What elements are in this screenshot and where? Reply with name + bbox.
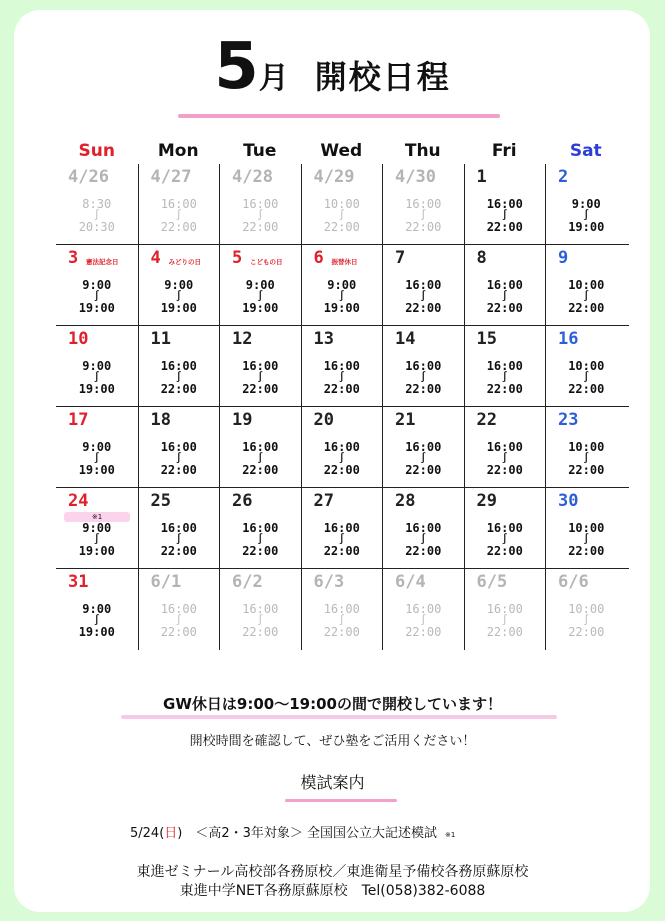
calendar-day	[301, 326, 383, 406]
tilde-icon: ∫	[501, 291, 508, 302]
exam-mark: ※1	[64, 512, 130, 522]
close-time: 22:00	[486, 625, 523, 639]
open-hours	[546, 198, 627, 234]
tilde-icon: ∫	[420, 453, 427, 464]
open-time: 16:00	[160, 197, 197, 211]
open-hours	[546, 360, 627, 396]
day-number: 8	[476, 248, 487, 268]
calendar-week	[56, 164, 629, 245]
calendar-day	[56, 245, 138, 325]
open-hours	[220, 603, 301, 639]
day-number: 21	[395, 410, 416, 430]
tilde-icon: ∫	[175, 210, 182, 221]
tilde-icon: ∫	[257, 210, 264, 221]
tilde-icon: ∫	[338, 291, 345, 302]
day-number: 28	[395, 491, 416, 511]
weekday-label: Wed	[320, 141, 363, 161]
close-time: 22:00	[242, 544, 279, 558]
calendar-day	[545, 569, 627, 650]
day-number: 10	[68, 329, 89, 349]
day-number: 6/2	[232, 572, 263, 592]
day-number: 6	[313, 248, 324, 268]
tilde-icon: ∫	[420, 534, 427, 545]
tilde-icon: ∫	[93, 372, 100, 383]
calendar-day	[138, 245, 220, 325]
close-time: 22:00	[568, 463, 605, 477]
calendar-week	[56, 326, 629, 407]
weekday-label: Mon	[157, 141, 199, 161]
footer-schools: 東進ゼミナール高校部各務原校／東進衛星予備校各務原蘇原校	[136, 864, 529, 880]
open-hours	[546, 441, 627, 477]
close-time: 22:00	[242, 220, 279, 234]
day-number: 4/29	[313, 167, 355, 187]
weekday-label: Thu	[404, 141, 441, 161]
day-number: 3	[68, 248, 79, 268]
open-hours	[56, 441, 138, 477]
calendar-day	[219, 488, 301, 568]
holiday-name: 憲法記念日	[86, 258, 119, 266]
close-time: 22:00	[242, 625, 279, 639]
calendar-day	[301, 569, 383, 650]
tilde-icon: ∫	[175, 453, 182, 464]
open-time: 10:00	[568, 440, 605, 454]
exam-info	[130, 822, 455, 841]
close-time: 20:30	[78, 220, 115, 234]
calendar-day	[219, 407, 301, 487]
open-time: 16:00	[323, 359, 360, 373]
calendar-day	[464, 245, 546, 325]
calendar-day	[301, 407, 383, 487]
close-time: 19:00	[323, 301, 360, 315]
day-number: 7	[395, 248, 406, 268]
close-time: 19:00	[242, 301, 279, 315]
open-time: 16:00	[323, 602, 360, 616]
tilde-icon: ∫	[501, 453, 508, 464]
open-time: 16:00	[405, 521, 442, 535]
close-time: 22:00	[405, 625, 442, 639]
close-time: 22:00	[568, 301, 605, 315]
day-number: 11	[150, 329, 171, 349]
tilde-icon: ∫	[338, 210, 345, 221]
calendar-day	[545, 326, 627, 406]
day-number: 9	[558, 248, 569, 268]
exam-day: 日	[164, 826, 178, 841]
calendar-day	[219, 569, 301, 650]
open-hours	[220, 279, 301, 315]
open-time: 16:00	[160, 602, 197, 616]
open-hours	[302, 360, 383, 396]
open-time: 16:00	[405, 440, 442, 454]
calendar-day	[219, 326, 301, 406]
calendar-week	[56, 569, 629, 650]
open-hours	[220, 441, 301, 477]
day-number: 1	[476, 167, 487, 187]
day-number: 29	[476, 491, 497, 511]
open-hours	[139, 522, 220, 558]
close-time: 22:00	[323, 382, 360, 396]
open-hours	[546, 603, 627, 639]
tilde-icon: ∫	[501, 210, 508, 221]
open-time: 9:00	[327, 278, 357, 292]
calendar-day	[545, 164, 627, 244]
open-hours	[465, 522, 546, 558]
open-time: 16:00	[160, 359, 197, 373]
close-time: 22:00	[323, 463, 360, 477]
close-time: 19:00	[160, 301, 197, 315]
day-number: 14	[395, 329, 416, 349]
open-time: 10:00	[568, 359, 605, 373]
footer-contact: 東進中学NET各務原蘇原校 Tel(058)382-6088	[179, 883, 486, 899]
page-title	[0, 30, 665, 104]
close-time: 22:00	[405, 220, 442, 234]
calendar-day	[464, 164, 546, 244]
open-hours	[465, 441, 546, 477]
tilde-icon: ∫	[501, 534, 508, 545]
tilde-icon: ∫	[501, 372, 508, 383]
close-time: 22:00	[486, 544, 523, 558]
open-time: 16:00	[486, 602, 523, 616]
calendar-day	[138, 488, 220, 568]
calendar-day	[301, 488, 383, 568]
tilde-icon: ∫	[175, 291, 182, 302]
confirm-text: 開校時間を確認して、ぜひ塾をご活用ください！	[189, 734, 476, 749]
day-number: 27	[313, 491, 334, 511]
open-time: 9:00	[82, 521, 112, 535]
calendar-day	[545, 407, 627, 487]
calendar-weeks	[56, 164, 629, 650]
day-number: 4	[150, 248, 161, 268]
day-number: 12	[232, 329, 253, 349]
calendar-day	[382, 569, 464, 650]
open-hours	[56, 603, 138, 639]
tilde-icon: ∫	[93, 534, 100, 545]
open-hours	[302, 441, 383, 477]
calendar-week	[56, 407, 629, 488]
open-time: 16:00	[242, 521, 279, 535]
calendar-day	[382, 164, 464, 244]
open-time: 10:00	[568, 278, 605, 292]
day-number: 6/1	[150, 572, 182, 592]
footer	[0, 863, 665, 901]
close-time: 22:00	[242, 463, 279, 477]
open-time: 16:00	[405, 359, 442, 373]
day-number: 23	[558, 410, 579, 430]
open-hours	[546, 522, 627, 558]
calendar-day	[464, 407, 546, 487]
close-time: 22:00	[486, 301, 523, 315]
calendar-day	[138, 569, 220, 650]
tilde-icon: ∫	[93, 615, 100, 626]
holiday-name: みどりの日	[168, 258, 201, 266]
open-hours	[302, 603, 383, 639]
exam-underline	[285, 799, 397, 802]
title-month-char: 月	[258, 61, 289, 96]
open-hours	[383, 441, 464, 477]
day-number: 4/30	[395, 167, 436, 187]
tilde-icon: ∫	[257, 615, 264, 626]
open-time: 9:00	[82, 440, 112, 454]
day-number: 6/6	[558, 572, 589, 592]
tilde-icon: ∫	[583, 210, 590, 221]
tilde-icon: ∫	[420, 291, 427, 302]
day-number: 4/26	[68, 167, 109, 187]
gw-underline	[121, 715, 557, 719]
day-number: 31	[68, 572, 89, 592]
close-time: 22:00	[160, 544, 197, 558]
day-number: 4/28	[232, 167, 273, 187]
day-number: 25	[150, 491, 171, 511]
open-hours	[139, 441, 220, 477]
open-hours	[56, 279, 138, 315]
close-time: 22:00	[405, 301, 442, 315]
open-hours	[465, 360, 546, 396]
open-time: 16:00	[160, 440, 197, 454]
tilde-icon: ∫	[93, 453, 100, 464]
tilde-icon: ∫	[175, 372, 182, 383]
open-hours	[56, 360, 138, 396]
calendar-day	[56, 326, 138, 406]
open-time: 16:00	[486, 521, 523, 535]
tilde-icon: ∫	[420, 210, 427, 221]
close-time: 22:00	[323, 625, 360, 639]
calendar-day	[56, 569, 138, 650]
day-number: 4/27	[150, 167, 192, 187]
calendar	[56, 138, 629, 650]
calendar-day	[56, 407, 138, 487]
day-number: 30	[558, 491, 579, 511]
open-hours	[56, 198, 138, 234]
open-time: 16:00	[242, 602, 279, 616]
title-text: 開校日程	[314, 58, 451, 96]
open-hours	[139, 198, 220, 234]
day-number: 19	[232, 410, 253, 430]
open-hours	[139, 603, 220, 639]
open-time: 9:00	[164, 278, 194, 292]
tilde-icon: ∫	[93, 291, 100, 302]
calendar-day	[464, 488, 546, 568]
open-hours	[220, 522, 301, 558]
close-time: 19:00	[78, 544, 115, 558]
open-hours	[465, 279, 546, 315]
title-underline	[178, 114, 500, 118]
tilde-icon: ∫	[338, 372, 345, 383]
calendar-day	[301, 245, 383, 325]
calendar-day	[464, 326, 546, 406]
open-time: 9:00	[245, 278, 275, 292]
holiday-name: 振替休日	[331, 258, 358, 266]
calendar-day	[382, 326, 464, 406]
calendar-day	[56, 488, 138, 568]
tilde-icon: ∫	[257, 372, 264, 383]
close-time: 19:00	[568, 220, 605, 234]
open-time: 16:00	[323, 521, 360, 535]
day-number: 6/4	[395, 572, 426, 592]
close-time: 22:00	[242, 382, 279, 396]
calendar-week	[56, 488, 629, 569]
open-hours	[383, 360, 464, 396]
open-hours	[302, 279, 383, 315]
tilde-icon: ∫	[583, 372, 590, 383]
exam-title: 模試案内	[300, 773, 365, 792]
open-time: 16:00	[242, 440, 279, 454]
open-time: 16:00	[242, 197, 279, 211]
close-time: 22:00	[568, 625, 605, 639]
open-hours	[220, 198, 301, 234]
calendar-week	[56, 245, 629, 326]
open-hours	[465, 198, 546, 234]
exam-date-end: )	[177, 826, 183, 841]
close-time: 22:00	[160, 382, 197, 396]
calendar-day	[219, 164, 301, 244]
calendar-day	[56, 164, 138, 244]
close-time: 22:00	[568, 544, 605, 558]
calendar-day	[138, 164, 220, 244]
day-number: 5	[232, 248, 243, 268]
calendar-day	[545, 245, 627, 325]
open-time: 16:00	[486, 440, 523, 454]
tilde-icon: ∫	[338, 534, 345, 545]
close-time: 22:00	[486, 220, 523, 234]
close-time: 22:00	[486, 382, 523, 396]
weekday-label: Sat	[569, 141, 602, 161]
tilde-icon: ∫	[257, 291, 264, 302]
exam-note: ※1	[445, 831, 456, 839]
close-time: 22:00	[323, 544, 360, 558]
open-time: 16:00	[486, 278, 523, 292]
open-hours	[383, 522, 464, 558]
holiday-name: こどもの日	[250, 258, 283, 266]
day-number: 13	[313, 329, 334, 349]
calendar-day	[382, 407, 464, 487]
calendar-day	[382, 245, 464, 325]
tilde-icon: ∫	[338, 453, 345, 464]
open-time: 16:00	[486, 359, 523, 373]
day-number: 26	[232, 491, 253, 511]
close-time: 19:00	[78, 463, 115, 477]
weekday-label: Sun	[78, 141, 115, 161]
open-time: 16:00	[242, 359, 279, 373]
day-number: 17	[68, 410, 89, 430]
close-time: 19:00	[78, 301, 115, 315]
tilde-icon: ∫	[93, 210, 100, 221]
tilde-icon: ∫	[583, 534, 590, 545]
open-time: 10:00	[323, 197, 360, 211]
tilde-icon: ∫	[420, 372, 427, 383]
open-hours	[139, 279, 220, 315]
day-number: 16	[558, 329, 579, 349]
calendar-day	[138, 326, 220, 406]
close-time: 22:00	[405, 463, 442, 477]
calendar-day	[138, 407, 220, 487]
open-hours	[383, 198, 464, 234]
exam-text: ＜高2・3年対象＞ 全国国公立大記述模試	[182, 826, 438, 841]
close-time: 22:00	[568, 382, 605, 396]
open-time: 16:00	[405, 602, 442, 616]
day-number: 22	[476, 410, 497, 430]
open-time: 16:00	[405, 278, 442, 292]
tilde-icon: ∫	[257, 453, 264, 464]
tilde-icon: ∫	[338, 615, 345, 626]
title-month-number: 5	[214, 30, 259, 104]
open-hours	[302, 198, 383, 234]
day-number: 15	[476, 329, 497, 349]
open-time: 16:00	[405, 197, 442, 211]
open-hours	[56, 522, 138, 558]
close-time: 22:00	[486, 463, 523, 477]
open-time: 9:00	[82, 359, 112, 373]
tilde-icon: ∫	[175, 615, 182, 626]
open-hours	[302, 522, 383, 558]
open-hours	[220, 360, 301, 396]
weekday-header	[56, 138, 629, 164]
close-time: 22:00	[160, 625, 197, 639]
close-time: 22:00	[323, 220, 360, 234]
close-time: 19:00	[78, 382, 115, 396]
open-time: 8:30	[82, 197, 112, 211]
close-time: 19:00	[78, 625, 115, 639]
open-time: 16:00	[323, 440, 360, 454]
close-time: 22:00	[405, 382, 442, 396]
day-number: 6/5	[476, 572, 508, 592]
open-time: 9:00	[571, 197, 601, 211]
weekday-label: Fri	[491, 141, 517, 161]
open-time: 9:00	[82, 602, 112, 616]
tilde-icon: ∫	[420, 615, 427, 626]
calendar-day	[382, 488, 464, 568]
open-hours	[139, 360, 220, 396]
tilde-icon: ∫	[583, 291, 590, 302]
tilde-icon: ∫	[501, 615, 508, 626]
open-hours	[383, 279, 464, 315]
day-number: 24	[68, 491, 89, 511]
gw-notice: GW休日は9:00～19:00の間で開校しています！	[163, 695, 502, 713]
calendar-day	[219, 245, 301, 325]
close-time: 22:00	[160, 463, 197, 477]
open-hours	[546, 279, 627, 315]
calendar-day	[301, 164, 383, 244]
day-number: 20	[313, 410, 334, 430]
exam-date: 5/24(	[130, 826, 165, 841]
day-number: 2	[558, 167, 569, 187]
open-time: 16:00	[160, 521, 197, 535]
close-time: 22:00	[405, 544, 442, 558]
open-time: 16:00	[486, 197, 523, 211]
tilde-icon: ∫	[583, 615, 590, 626]
close-time: 22:00	[160, 220, 197, 234]
tilde-icon: ∫	[175, 534, 182, 545]
open-hours	[383, 603, 464, 639]
open-time: 10:00	[568, 602, 605, 616]
open-time: 9:00	[82, 278, 112, 292]
tilde-icon: ∫	[257, 534, 264, 545]
day-number: 6/3	[313, 572, 345, 592]
open-hours	[465, 603, 546, 639]
tilde-icon: ∫	[583, 453, 590, 464]
open-time: 10:00	[568, 521, 605, 535]
calendar-day	[545, 488, 627, 568]
day-number: 18	[150, 410, 171, 430]
weekday-label: Tue	[243, 141, 277, 161]
calendar-day	[464, 569, 546, 650]
